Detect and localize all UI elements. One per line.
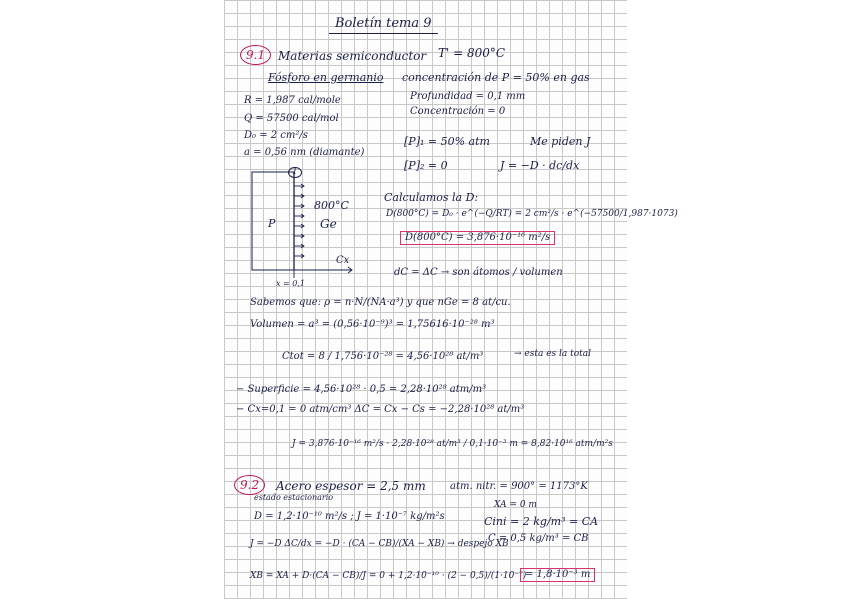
p2-atmosphere: atm. nitr. = 900° = 1173°K [450, 481, 588, 492]
diagram-label-cx: Cx [336, 255, 350, 266]
p1-a: a = 0,56 nm (diamante) [244, 147, 365, 158]
p1-temperature: T' = 800°C [438, 46, 506, 60]
p1-P1: [P]₁ = 50% atm [404, 135, 490, 148]
p1-depth: Profundidad = 0,1 mm [410, 91, 526, 102]
p1-concentration: Concentración = 0 [410, 106, 506, 117]
p2-xb-equation: XB = XA + D·(CA − CB)/J = 0 + 1,2·10⁻¹⁰ · (2 − 0,5)/(1·10⁻⁷) [250, 571, 527, 581]
ctot-note: → esta es la total [514, 349, 591, 359]
ctot-line: Ctot = 8 / 1,756·10⁻²⁸ = 4,56·10²⁸ at/m³ [282, 351, 484, 362]
p1-D0: D₀ = 2 cm²/s [244, 130, 308, 141]
p2-j-equation: J = −D ΔC/dx = −D · (CA − CB)/(XA − XB) → despejo XB [250, 539, 509, 549]
page-title: Boletín tema 9 [329, 16, 438, 34]
p1-heading: Materias semiconductor [278, 49, 427, 63]
J-result: J = 3,876·10⁻¹⁶ m²/s · 2,28·10²⁸ at/m³ / 0,1·10⁻³ m = 8,82·10¹⁶ atm/m²s [292, 439, 613, 449]
p2-cb: C = 0,5 kg/m³ = CB [488, 533, 589, 544]
p2-xb-result: = 1,8·10⁻³ m [520, 568, 595, 582]
p1-Q: Q = 57500 cal/mol [244, 113, 339, 124]
p2-steady-state: estado estacionario [254, 493, 334, 502]
diagram-label-ge: Ge [320, 217, 337, 231]
D-formula: D(800°C) = D₀ · e^(−Q/RT) = 2 cm²/s · e^(−57500/1,987·1073) [386, 209, 678, 219]
diagram-label-temp: 800°C [314, 199, 349, 212]
notebook-page [224, 0, 678, 599]
sabemos-line: Sabemos que: ρ = n·N/(NA·a³) y que nGe = 8 at/cu. [250, 297, 511, 308]
diagram-label-p: P [268, 217, 276, 230]
superficie-line: − Superficie = 4,56·10²⁸ · 0,5 = 2,28·10²⁸ atm/m³ [236, 384, 487, 395]
p1-asks: Me piden J [530, 135, 591, 148]
diffusion-diagram [252, 172, 362, 292]
p1-left-subtitle: Fósforo en germanio [268, 71, 384, 84]
dc-note: dC = ΔC → son átomos / volumen [394, 267, 563, 278]
cx-line: − Cx=0,1 = 0 atm/cm³ ΔC = Cx − Cs = −2,28·10²⁸ at/m³ [236, 404, 525, 415]
problem-number-9-1: 9.1 [240, 45, 271, 65]
calc-D-heading: Calculamos la D: [384, 191, 479, 204]
problem-number-9-2: 9.2 [234, 475, 265, 495]
diagram-label-x: x = 0,1 [276, 279, 306, 288]
p1-R: R = 1,987 cal/mole [244, 95, 341, 106]
p2-D: D = 1,2·10⁻¹⁰ m²/s ; J = 1·10⁻⁷ kg/m²s [254, 511, 445, 522]
p2-cini: Cini = 2 kg/m³ = CA [484, 515, 599, 528]
p2-heading: Acero espesor = 2,5 mm [276, 479, 426, 493]
volumen-line: Volumen = a³ = (0,56·10⁻⁹)³ = 1,75616·10⁻²⁸ m³ [250, 319, 495, 330]
p1-P2: [P]₂ = 0 [404, 159, 448, 172]
p2-xa: XA = 0 m [494, 500, 537, 510]
p1-flux-equation: J = −D · dc/dx [500, 159, 580, 172]
D-result: D(800°C) = 3,876·10⁻¹⁶ m²/s [400, 231, 555, 245]
diagram-label-1: 1 [288, 167, 302, 178]
p1-right-subtitle: concentración de P = 50% en gas [402, 71, 590, 84]
